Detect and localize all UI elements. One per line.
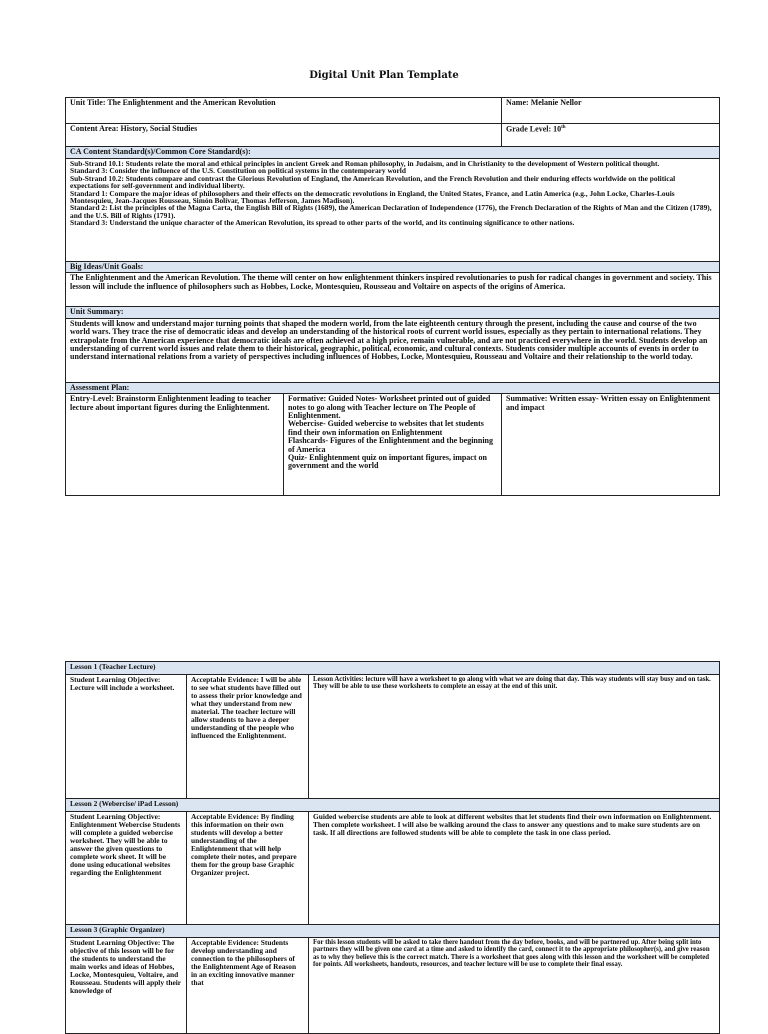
teacher-name: Name: Melanie Nellor bbox=[506, 98, 582, 107]
name-cell bbox=[502, 98, 720, 124]
standard-line: Standard 3: Consider the influence of the U.S. Constitution on political systems in the contemporary world bbox=[70, 166, 406, 176]
lesson-2-heading: Lesson 2 (Webercise/ iPad Lesson) bbox=[66, 799, 720, 812]
content-area: Content Area: History, Social Studies bbox=[70, 124, 198, 133]
grade-suffix: th bbox=[561, 125, 566, 130]
formative-line: Quiz- Enlightenment quiz on important figures, impact on government and the world bbox=[288, 452, 487, 471]
unit-summary-heading: Unit Summary: bbox=[66, 307, 720, 318]
standards-heading: CA Content Standard(s)/Common Core Standard(s): bbox=[66, 147, 720, 159]
content-area-cell bbox=[66, 124, 502, 147]
lesson-1-objective: Student Learning Objective: Lecture will include a worksheet. bbox=[66, 675, 187, 799]
standard-line: Standard 3: Understand the unique character of the American Revolution, its spread to other parts of the world, and its continuing significance to other nations. bbox=[70, 218, 575, 228]
standard-line: Sub-Strand 10.1: Students relate the moral and ethical principles in ancient Greek and Roman philosophy, in Judaism, and in Christianity to the development of Western political thought. bbox=[70, 159, 660, 168]
lesson-1-activities: Lesson Activities: lecture will have a worksheet to go along with what we are doing that day. This way students will stay busy and on task. They will be able to use these worksheets to complete an essay at the end of this unit. bbox=[309, 675, 720, 799]
lesson-3-evidence: Acceptable Evidence: Students develop understanding and connection to the philosophers of the Enlightenment Age of Reason in an exciting innovative manner that bbox=[187, 938, 309, 1034]
lesson-2-activities: Guided webercise students are able to look at different websites that let students find their own information on Enlightenment. Then complete worksheet. I will also be walking around the class to answer any questions and to make sure students are on task. If all directions are followed students will be able to complete the task in one class period. bbox=[309, 812, 720, 925]
standard-line: Sub-Strand 10.2: Students compare and contrast the Glorious Revolution of England, the American Revolution, and the French Revolution and their enduring effects worldwide on the political expectations for self-government and individual liberty. bbox=[70, 173, 676, 191]
standard-line: Standard 1: Compare the major ideas of philosophers and their effects on the democratic revolutions in England, the United States, France, and Latin America (e.g., John Locke, Charles-Louis Montesquieu, Jean-Jacques Rousseau, Simón Bolívar, Thomas Jefferson, James Madison). bbox=[70, 188, 675, 206]
lesson-2-objective: Student Learning Objective: Enlightenment Webercise Students will complete a guided webercise worksheet. They will be able to answer the given questions to complete work sheet. It will be done using educational websites regarding the Enlightenment bbox=[66, 812, 187, 925]
big-ideas-body: The Enlightenment and the American Revolution. The theme will center on how enlightenment thinkers inspired revolutionaries to push for radical changes in government and society. This lesson will include the influence of philosophers such as Hobbes, Locke, Montesquieu, Rousseau and Voltaire on aspects of the origins of America. bbox=[66, 273, 720, 307]
unit-plan-table bbox=[65, 97, 720, 496]
formative-line: Webercise- Guided webercise to websites that let students find their own information on Enlightenment bbox=[288, 419, 484, 437]
unit-title: Unit Title: The Enlightenment and the American Revolution bbox=[70, 98, 276, 107]
formative-line: Flashcards- Figures of the Enlightenment and the beginning of America bbox=[288, 436, 493, 454]
lesson-1-evidence: Acceptable Evidence: I will be able to see what students have filled out to assess their prior knowledge and what they understand from new material. The teacher lecture will allow students to have a deeper understanding of the people who influenced the Enlightenment. bbox=[187, 675, 309, 799]
big-ideas-heading: Big Ideas/Unit Goals: bbox=[66, 262, 720, 273]
grade-level: Grade Level: 10 bbox=[506, 124, 562, 134]
lesson-3-heading: Lesson 3 (Graphic Organizer) bbox=[66, 925, 720, 938]
grade-level-cell bbox=[502, 124, 720, 147]
lessons-table bbox=[65, 661, 720, 1034]
unit-summary-body: Students will know and understand major turning points that shaped the modern world, from the late eighteenth century through the present, including the cause and course of the two world wars. They trace the rise of democratic ideas and develop an understanding of the historical roots of current world issues, especially as they pertain to international relations. They extrapolate from the American experience that democratic ideals are often achieved at a high price, remain vulnerable, and are not practiced everywhere in the world. Students develop an understanding of current world issues and relate them to their historical, geographic, political, economic, and cultural contexts. Students consider multiple accounts of events in order to understand international relations from a variety of perspectives including influences of Hobbes, Locke, Montesquieu, Rousseau and Voltaire and their relationship to the world today. bbox=[66, 318, 720, 382]
lesson-1-heading: Lesson 1 (Teacher Lecture) bbox=[66, 662, 720, 675]
standard-line: Standard 2: List the principles of the Magna Carta, the English Bill of Rights (1689), the American Declaration of Independence (1776), the French Declaration of the Rights of Man and the Citizen (1789), and the U.S. Bill of Rights (1791). bbox=[70, 203, 712, 220]
assessment-formative bbox=[284, 394, 502, 496]
lesson-3-objective: Student Learning Objective: The objective of this lesson will be for the students to understand the main works and ideas of Hobbes, Locke, Montesquieu, Voltaire, and Rousseau. Students will apply their knowledge of bbox=[66, 938, 187, 1034]
formative-line: Formative: Guided Notes- Worksheet printed out of guided notes to go along with Teacher lecture on The People of Enlightenment. bbox=[288, 394, 491, 420]
assessment-heading: Assessment Plan: bbox=[66, 382, 720, 393]
lesson-2-evidence: Acceptable Evidence: By finding this information on their own students will develop a better understanding of the Enlightenment that will help complete their notes, and prepare them for the group base Graphic Organizer project. bbox=[187, 812, 309, 925]
document-title: Digital Unit Plan Template bbox=[309, 70, 459, 81]
unit-title-cell bbox=[66, 98, 502, 124]
lesson-3-activities: For this lesson students will be asked to take there handout from the day before, books, and will be partnered up. After being split into partners they will be given one card at a time and asked to identify the card, connect it to the appropriate philosopher(s), and give reason as to why they believe this is the correct match. There is a worksheet that goes along with this lesson and the worksheet will be completed for points. All worksheets, handouts, resources, and teacher lecture will be use to complete their final essay. bbox=[309, 938, 720, 1034]
assessment-entry: Entry-Level: Brainstorm Enlightenment leading to teacher lecture about important figures during the Enlightenment. bbox=[66, 394, 284, 496]
standards-body bbox=[66, 159, 720, 262]
assessment-summative: Summative: Written essay- Written essay on Enlightenment and impact bbox=[502, 394, 720, 496]
